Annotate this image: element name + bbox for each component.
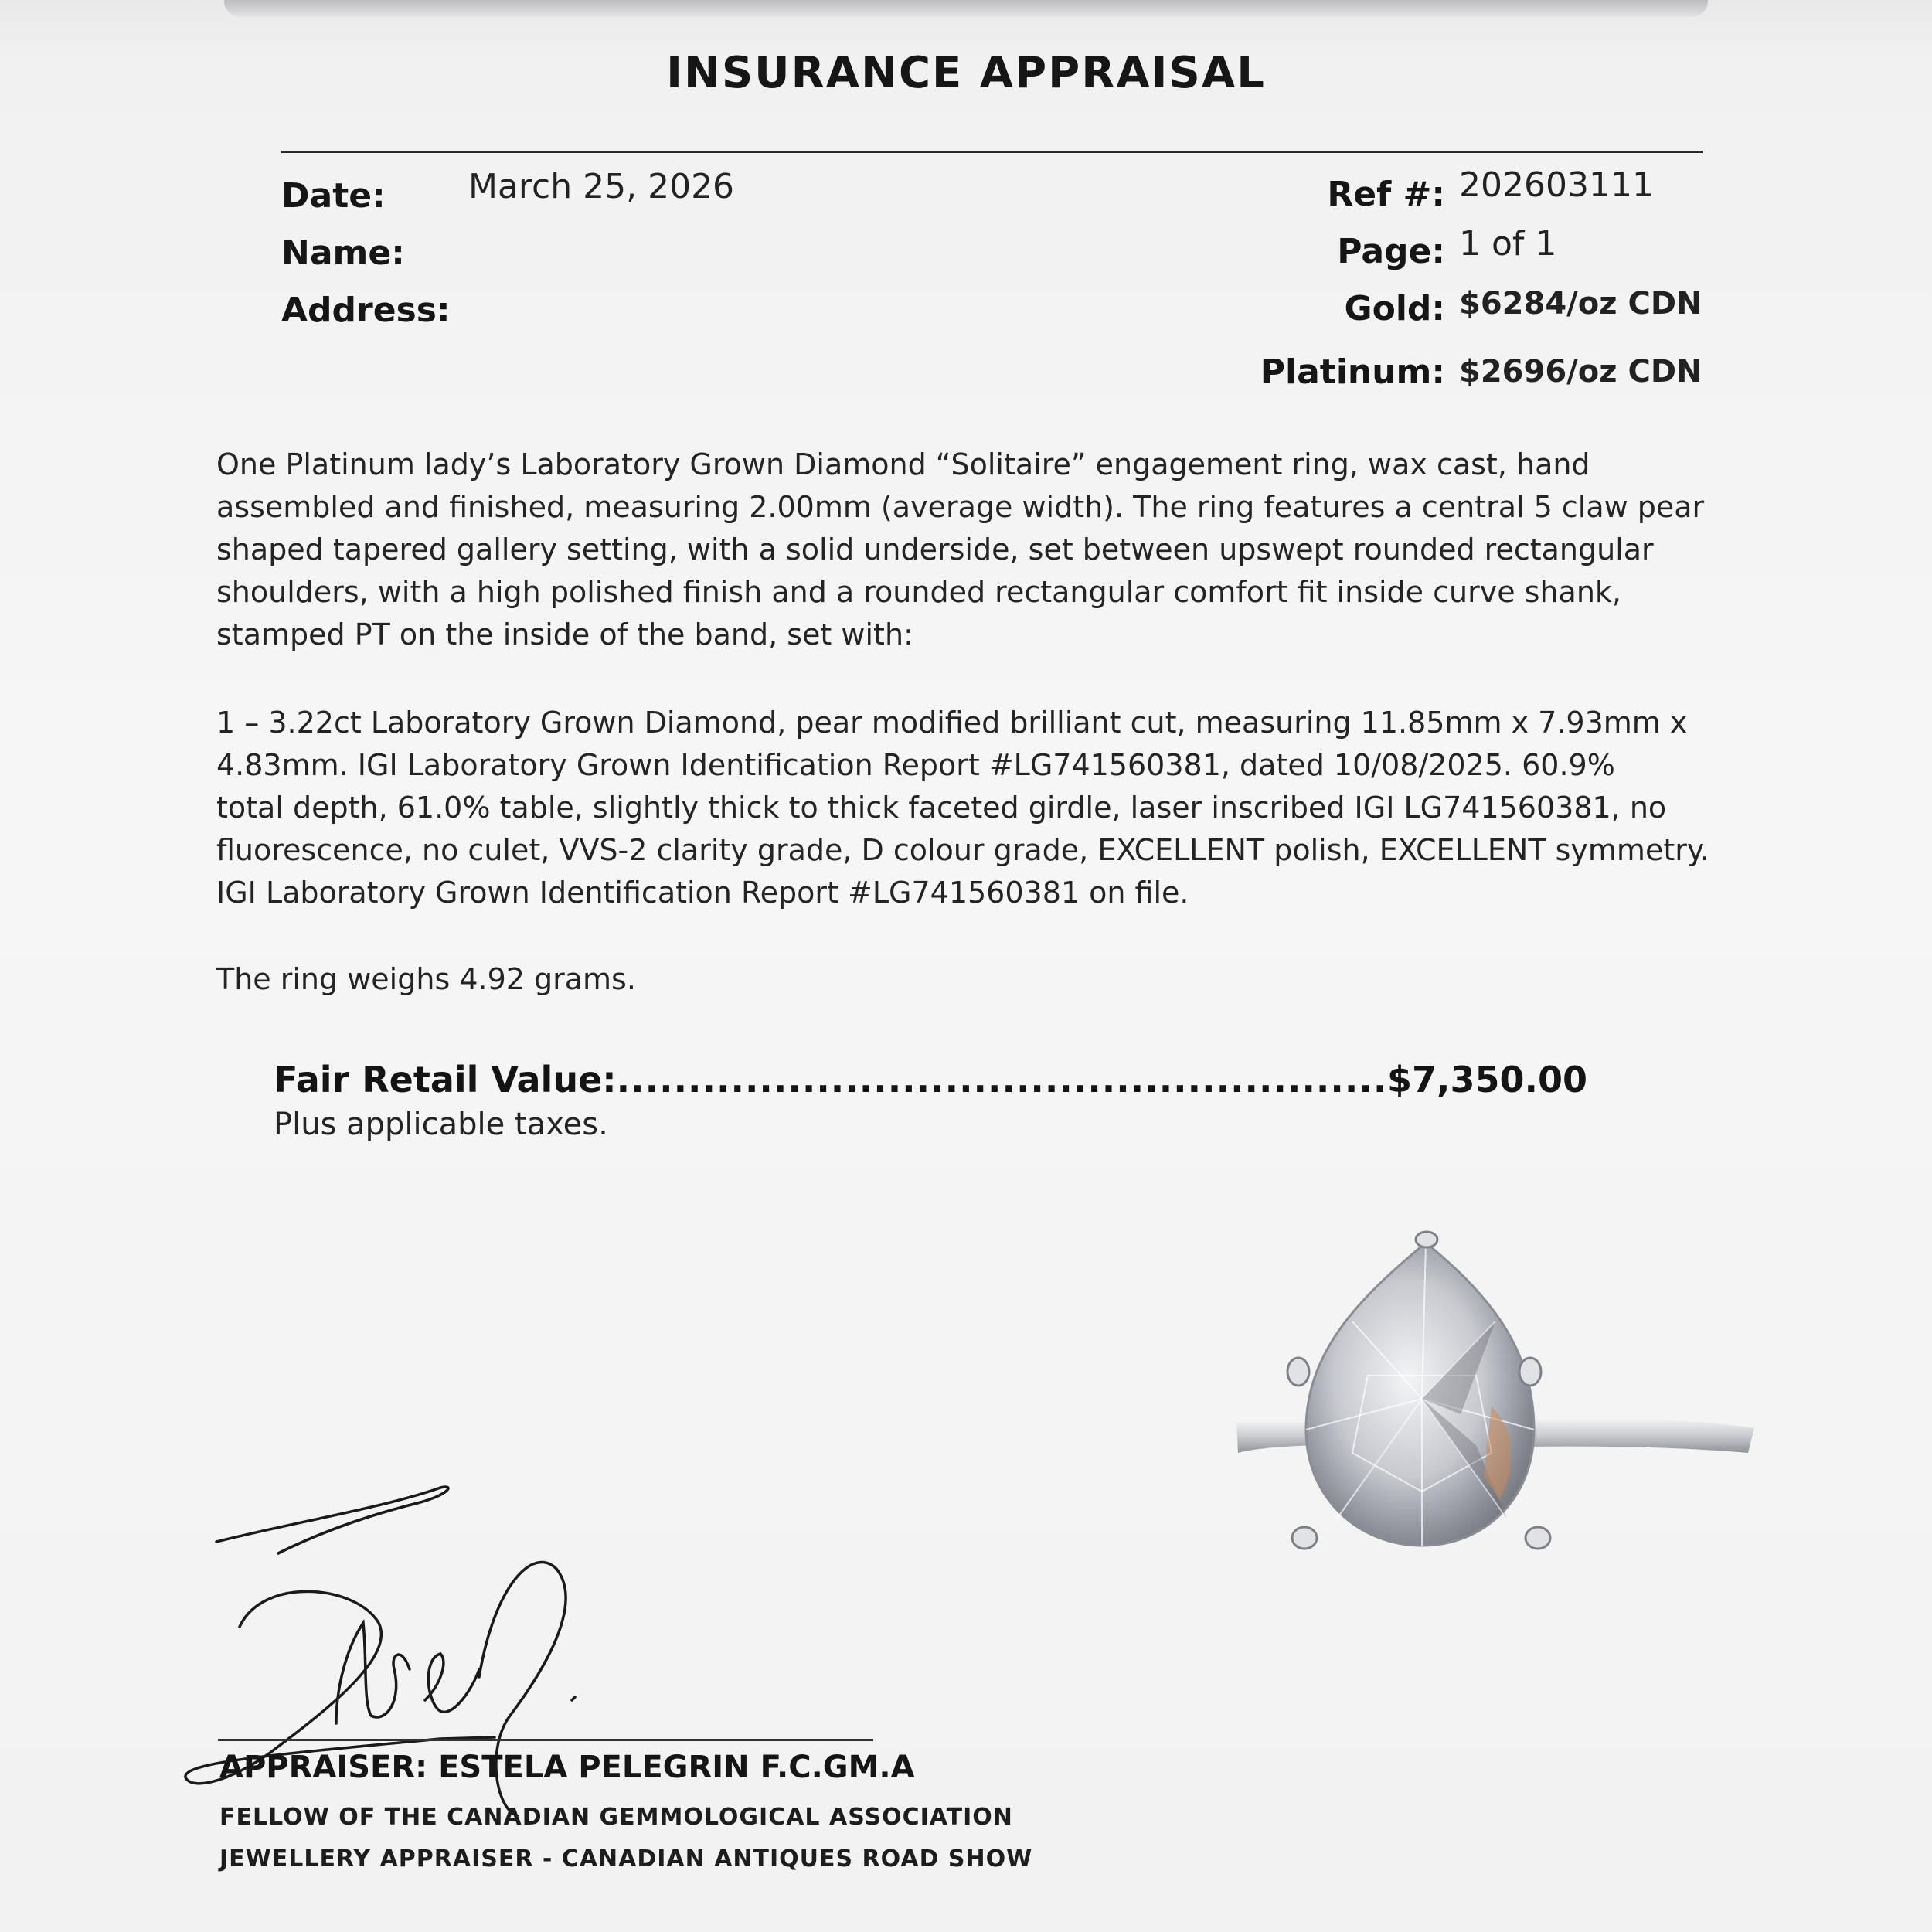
- header-divider: [281, 151, 1703, 153]
- stone-line: IGI Laboratory Grown Identification Report #LG741560381 on file.: [216, 876, 1189, 910]
- stone-line: fluorescence, no culet, VVS-2 clarity grade, D colour grade, EXCELLENT polish, EXCELLENT symmetry.: [216, 833, 1709, 867]
- fair-retail-value: [274, 1059, 1587, 1100]
- date-value: March 25, 2026: [468, 167, 735, 206]
- description-line: One Platinum lady’s Laboratory Grown Diamond “Solitaire” engagement ring, wax cast, hand: [216, 447, 1590, 481]
- platinum-price: $2696/oz CDN: [1459, 354, 1702, 389]
- weight-text: The ring weighs 4.92 grams.: [216, 962, 636, 996]
- leader-dots: [617, 1059, 1387, 1100]
- signature-line: [218, 1739, 873, 1741]
- platinum-label: Platinum:: [1260, 352, 1445, 392]
- ring-photo: [1229, 1221, 1770, 1654]
- gold-label: Gold:: [1344, 289, 1445, 328]
- description-line: shaped tapered gallery setting, with a solid underside, set between upswept rounded rectangular: [216, 532, 1654, 566]
- description-line: assembled and finished, measuring 2.00mm (average width). The ring features a central 5 claw pear: [216, 490, 1705, 524]
- ref-value: 202603111: [1459, 165, 1654, 205]
- diamond: [1306, 1243, 1534, 1546]
- document-title: INSURANCE APPRAISAL: [666, 48, 1266, 98]
- fair-retail-value-amount: $7,350.00: [1387, 1059, 1587, 1100]
- stone-line: total depth, 61.0% table, slightly thick to thick faceted girdle, laser inscribed IGI LG741560381, no: [216, 791, 1667, 825]
- tax-note: Plus applicable taxes.: [274, 1107, 608, 1142]
- ref-label: Ref #:: [1327, 175, 1445, 214]
- stone-line: 1 – 3.22ct Laboratory Grown Diamond, pear modified brilliant cut, measuring 11.85mm x 7.93mm x: [216, 706, 1688, 740]
- date-label: Date:: [281, 176, 386, 216]
- appraiser-name: APPRAISER: ESTELA PELEGRIN F.C.GM.A: [219, 1750, 915, 1785]
- paper-top-edge: [224, 0, 1708, 17]
- fair-retail-value-label: Fair Retail Value:: [274, 1059, 617, 1100]
- page-value: 1 of 1: [1459, 224, 1557, 264]
- page-label: Page:: [1337, 232, 1445, 271]
- gold-price: $6284/oz CDN: [1459, 286, 1702, 321]
- name-label: Name:: [281, 233, 405, 273]
- stone-line: 4.83mm. IGI Laboratory Grown Identification Report #LG741560381, dated 10/08/2025. 60.9%: [216, 748, 1615, 782]
- band-right: [1522, 1419, 1754, 1453]
- ring-description: [216, 444, 1762, 656]
- description-line: shoulders, with a high polished finish and a rounded rectangular comfort fit inside curve shank,: [216, 575, 1622, 609]
- stone-description: [216, 702, 1762, 914]
- appraiser-credential: FELLOW OF THE CANADIAN GEMMOLOGICAL ASSOCIATION: [219, 1804, 1013, 1831]
- ring-weight: [216, 958, 1762, 1001]
- address-label: Address:: [281, 291, 451, 330]
- appraiser-credential: JEWELLERY APPRAISER - CANADIAN ANTIQUES ROAD SHOW: [219, 1845, 1033, 1872]
- description-line: stamped PT on the inside of the band, set with:: [216, 617, 913, 651]
